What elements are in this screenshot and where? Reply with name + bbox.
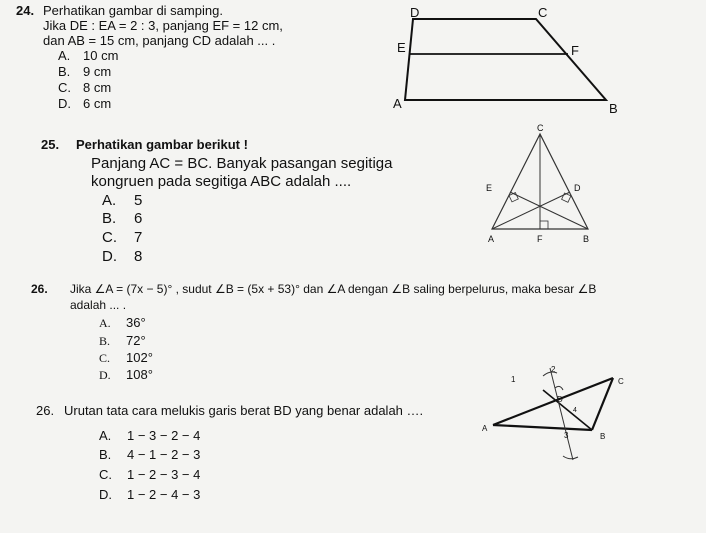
q24-line2: Jika DE : EA = 2 : 3, panjang EF = 12 cm, <box>43 18 283 33</box>
arc-4 <box>555 386 563 390</box>
q25-triangle-figure <box>480 122 600 247</box>
label-d: D <box>410 5 420 20</box>
q25-option-c-letter[interactable]: C. <box>102 229 117 246</box>
q26b-option-c-letter[interactable]: C. <box>99 467 112 482</box>
right-angle-d <box>562 193 571 202</box>
q24-option-c-letter[interactable]: C. <box>58 80 71 95</box>
label-4: 4 <box>573 407 577 414</box>
label-1: 1 <box>511 375 516 384</box>
label-b: B <box>609 101 618 116</box>
q26b-number: 26. <box>36 403 55 418</box>
q26a-option-d-letter[interactable]: D. <box>99 368 111 382</box>
label-e: E <box>486 183 493 193</box>
q26b-construction-figure <box>475 360 635 470</box>
q25-option-a-letter[interactable]: A. <box>102 192 117 209</box>
q24-number: 24. <box>16 3 35 18</box>
label-a: A <box>393 96 402 111</box>
q26b-option-b-letter[interactable]: B. <box>99 447 112 462</box>
q26a-option-d-text[interactable]: 108° <box>126 367 153 382</box>
q26b-option-b-text[interactable]: 4 − 1 − 2 − 3 <box>127 447 201 462</box>
arc-lower <box>563 456 578 459</box>
label-3: 3 <box>564 431 569 440</box>
q26b-option-d-letter[interactable]: D. <box>99 487 112 502</box>
q25-title: Perhatikan gambar berikut ! <box>76 137 248 152</box>
q24-option-b-letter[interactable]: B. <box>58 64 71 79</box>
q24-option-d-letter[interactable]: D. <box>58 96 71 111</box>
q26a-number: 26. <box>31 282 48 296</box>
q24-option-d-text[interactable]: 6 cm <box>83 96 112 111</box>
q25-option-c-text[interactable]: 7 <box>134 229 143 246</box>
label-a: A <box>488 234 495 244</box>
q26a-option-a-letter[interactable]: A. <box>99 316 111 330</box>
label-2: 2 <box>551 365 556 374</box>
q24-line3: dan AB = 15 cm, panjang CD adalah ... . <box>43 33 276 48</box>
q24-option-a-text[interactable]: 10 cm <box>83 48 119 63</box>
q26a-option-b-letter[interactable]: B. <box>99 334 111 348</box>
altitude-be <box>510 192 588 229</box>
altitude-ad <box>492 192 570 229</box>
q24-option-b-text[interactable]: 9 cm <box>83 64 112 79</box>
q25-option-a-text[interactable]: 5 <box>134 192 143 209</box>
label-f: F <box>537 234 543 244</box>
q25-line1: Panjang AC = BC. Banyak pasangan segitiga <box>91 155 393 172</box>
q26b-line1: Urutan tata cara melukis garis berat BD yang benar adalah …. <box>64 403 424 418</box>
side-ab <box>493 425 592 430</box>
q26a-line1: Jika ∠A = (7x − 5)° , sudut ∠B = (5x + 53)° dan ∠A dengan ∠B saling berpelurus, maka besar ∠B <box>70 282 597 296</box>
q25-line2: kongruen pada segitiga ABC adalah .... <box>91 173 352 190</box>
q24-option-c-text[interactable]: 8 cm <box>83 80 112 95</box>
q25-option-b-letter[interactable]: B. <box>102 210 117 227</box>
label-c: C <box>537 123 544 133</box>
q25-option-d-text[interactable]: 8 <box>134 248 143 265</box>
right-angle-f <box>540 221 548 229</box>
trapezoid-shape <box>405 19 606 100</box>
label-b: B <box>583 234 590 244</box>
label-e: E <box>397 40 406 55</box>
q25-number: 25. <box>41 137 60 152</box>
label-d: D <box>574 183 581 193</box>
q26a-option-c-text[interactable]: 102° <box>126 350 153 365</box>
q26a-option-a-text[interactable]: 36° <box>126 315 146 330</box>
q24-trapezoid-figure <box>385 0 645 120</box>
side-ac <box>493 378 613 425</box>
q26a-line2: adalah ... . <box>70 298 127 312</box>
q26b-option-d-text[interactable]: 1 − 2 − 4 − 3 <box>127 487 201 502</box>
label-a: A <box>482 424 488 433</box>
label-d: D <box>557 395 563 404</box>
q24-line1: Perhatikan gambar di samping. <box>43 3 223 18</box>
label-c: C <box>618 377 624 386</box>
q26a-option-c-letter[interactable]: C. <box>99 351 111 365</box>
label-f: F <box>571 43 579 58</box>
label-b: B <box>600 432 606 441</box>
bisector-line <box>550 368 573 460</box>
q26a-option-b-text[interactable]: 72° <box>126 333 146 348</box>
q24-option-a-letter[interactable]: A. <box>58 48 71 63</box>
label-c: C <box>538 5 548 20</box>
q26b-option-c-text[interactable]: 1 − 2 − 3 − 4 <box>127 467 201 482</box>
q26b-option-a-text[interactable]: 1 − 3 − 2 − 4 <box>127 428 201 443</box>
q25-option-b-text[interactable]: 6 <box>134 210 143 227</box>
q26b-option-a-letter[interactable]: A. <box>99 428 112 443</box>
q25-option-d-letter[interactable]: D. <box>102 248 117 265</box>
